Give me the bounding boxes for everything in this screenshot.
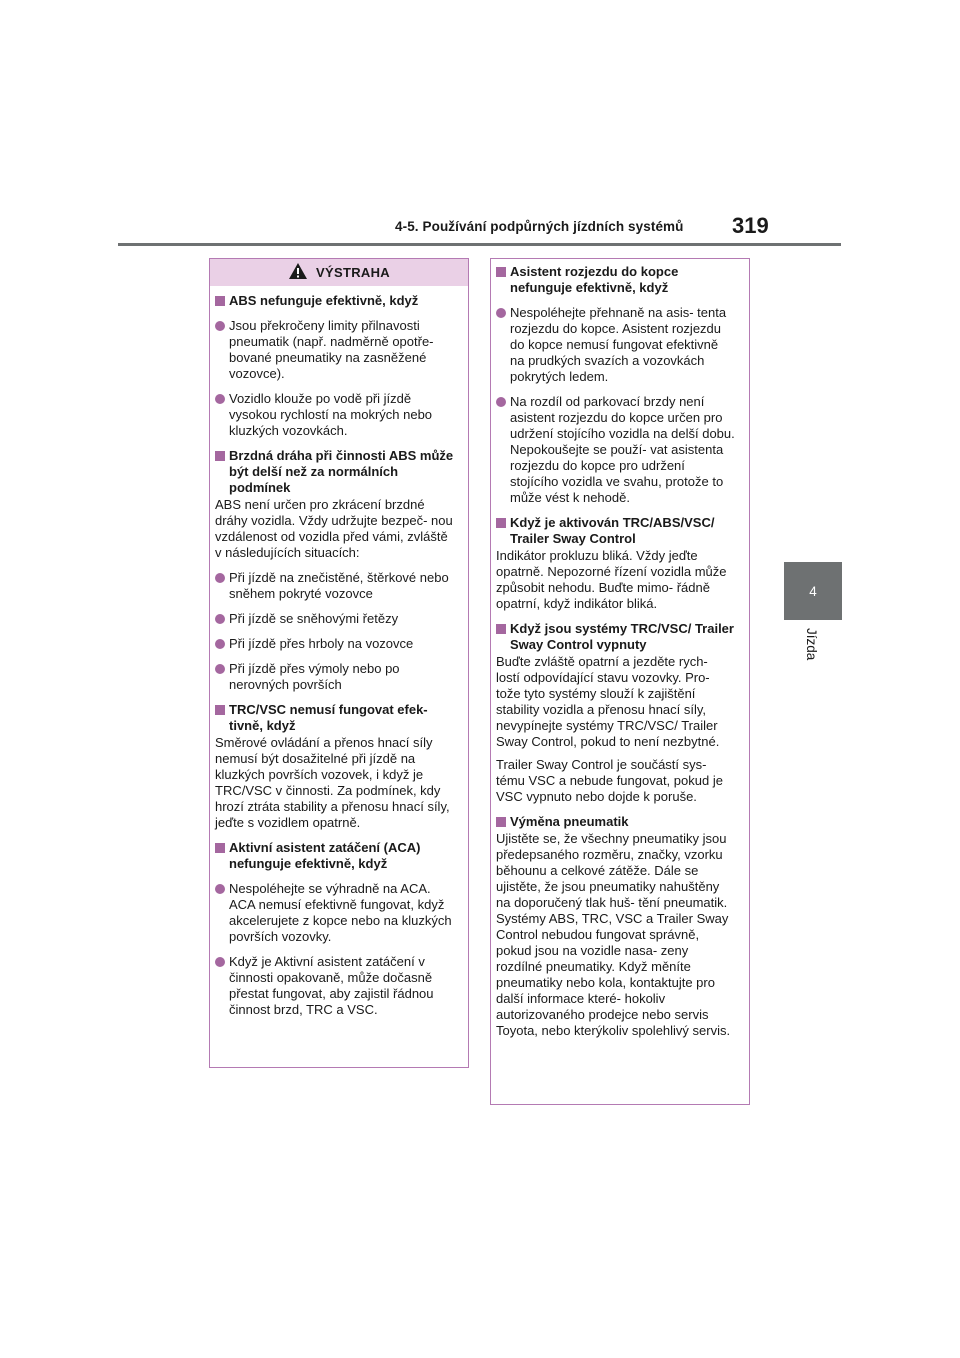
- circle-bullet-icon: [215, 664, 225, 674]
- section-heading-text: TRC/VSC nemusí fungovat efek- tivně, když: [229, 702, 428, 733]
- bullet-text: Vozidlo klouže po vodě při jízdě vysokou rychlostí na mokrých nebo kluzkých vozovkách.: [229, 391, 433, 438]
- section-heading-text: Aktivní asistent zatáčení (ACA) nefunguje efektivně, když: [229, 840, 421, 871]
- square-bullet-icon: [496, 624, 506, 634]
- bullet-text: Jsou překročeny limity přilnavosti pneumatik (např. nadměrně opotře- bované pneumatiky na zasněžené vozovce).: [229, 318, 434, 381]
- warning-label: VÝSTRAHA: [316, 265, 390, 280]
- bullet-item: [496, 394, 735, 506]
- circle-bullet-icon: [215, 394, 225, 404]
- bullet-text: Na rozdíl od parkovací brzdy není asistent rozjezdu do kopce určen pro udržení stojícího vozidla na delší dobu. Nepokoušejte se použí- vat asistenta rozjezdu do kopce pro udržení stojícího vozidla ve svahu, protože to může vést k nehodě.: [510, 394, 735, 505]
- section-heading: [215, 293, 454, 309]
- paragraph: Směrové ovládání a přenos hnací síly nemusí být dosažitelné při jízdě na kluzkých površích vozovek, i když je TRC/VSC v činnosti. Za podmínek, kdy hrozí ztráta stability a přenosu hnací síly, jeďte s vozidlem opatrně.: [215, 735, 450, 830]
- bullet-item: [496, 305, 735, 385]
- chapter-tab[interactable]: [784, 562, 842, 620]
- paragraph: Trailer Sway Control je součástí sys- tému VSC a nebude fungovat, pokud je VSC vypnuto nebo dojde k poruše.: [496, 757, 723, 804]
- bullet-item: [215, 636, 454, 652]
- circle-bullet-icon: [496, 397, 506, 407]
- section-heading: [215, 448, 454, 496]
- section-heading-text: Výměna pneumatik: [510, 814, 629, 829]
- section-heading-text: Když je aktivován TRC/ABS/VSC/ Trailer Sway Control: [510, 515, 715, 546]
- square-bullet-icon: [215, 705, 225, 715]
- bullet-item: [215, 611, 454, 627]
- circle-bullet-icon: [215, 639, 225, 649]
- square-bullet-icon: [496, 267, 506, 277]
- bullet-item: [215, 881, 454, 945]
- paragraph: ABS není určen pro zkrácení brzdné dráhy vozidla. Vždy udržujte bezpeč- nou vzdálenost od vozidla před vámi, zvláště v následujících situacích:: [215, 497, 453, 560]
- bullet-item: [215, 318, 454, 382]
- bullet-text: Při jízdě přes výmoly nebo po nerovných površích: [229, 661, 400, 692]
- section-heading: [496, 264, 735, 296]
- paragraph: Indikátor prokluzu bliká. Vždy jeďte opatrně. Nepozorné řízení vozidla může způsobit nehodu. Buďte mimo- řádně opatrní, když indikátor bliká.: [496, 548, 727, 611]
- chapter-label: Jízda: [804, 628, 819, 661]
- chapter-number: 4: [809, 583, 817, 599]
- bullet-text: Nespoléhejte přehnaně na asis- tenta rozjezdu do kopce. Asistent rozjezdu do kopce nemusí fungovat efektivně na prudkých svazích a vozovkách pokrytých ledem.: [510, 305, 727, 384]
- info-box: [490, 258, 750, 1105]
- section-heading: [496, 621, 735, 653]
- circle-bullet-icon: [215, 884, 225, 894]
- circle-bullet-icon: [496, 308, 506, 318]
- circle-bullet-icon: [215, 957, 225, 967]
- section-heading: [215, 702, 454, 734]
- bullet-text: Když je Aktivní asistent zatáčení v činnosti opakovaně, může dočasně přestat fungovat, aby zajistil řádnou činnost brzd, TRC a VSC.: [229, 954, 434, 1017]
- square-bullet-icon: [496, 817, 506, 827]
- bullet-item: [215, 570, 454, 602]
- bullet-item: [215, 661, 454, 693]
- square-bullet-icon: [496, 518, 506, 528]
- warning-content: [215, 293, 454, 1018]
- warning-triangle-icon: [288, 262, 308, 283]
- section-heading-text: Brzdná dráha při činnosti ABS může být delší než za normálních podmínek: [229, 448, 454, 495]
- section-heading: [215, 840, 454, 872]
- bullet-text: Při jízdě přes hrboly na vozovce: [229, 636, 414, 651]
- section-heading-text: Když jsou systémy TRC/VSC/ Trailer Sway Control vypnuty: [510, 621, 734, 652]
- header-rule: [118, 243, 841, 246]
- info-content: [496, 264, 735, 1039]
- section-heading-text: Asistent rozjezdu do kopce nefunguje efektivně, když: [510, 264, 679, 295]
- bullet-text: Nespoléhejte se výhradně na ACA. ACA nemusí efektivně fungovat, když akcelerujete z kopce nebo na kluzkých površích vozovky.: [229, 881, 452, 944]
- square-bullet-icon: [215, 296, 225, 306]
- section-title: 4-5. Používání podpůrných jízdních systémů: [395, 219, 684, 234]
- circle-bullet-icon: [215, 573, 225, 583]
- bullet-text: Při jízdě na znečistěné, štěrkové nebo sněhem pokryté vozovce: [229, 570, 449, 601]
- page-number: 319: [732, 213, 769, 238]
- circle-bullet-icon: [215, 321, 225, 331]
- bullet-text: Při jízdě se sněhovými řetězy: [229, 611, 399, 626]
- bullet-item: [215, 954, 454, 1018]
- square-bullet-icon: [215, 843, 225, 853]
- warning-box: [209, 258, 469, 1068]
- circle-bullet-icon: [215, 614, 225, 624]
- section-heading: [496, 515, 735, 547]
- square-bullet-icon: [215, 451, 225, 461]
- bullet-item: [215, 391, 454, 439]
- paragraph: Ujistěte se, že všechny pneumatiky jsou předepsaného rozměru, značky, vzorku běhounu a celkové zátěže. Dále se ujistěte, že jsou pneumatiky nahuštěny na doporučený tlak huš- tění pneumatik. Systémy ABS, TRC, VSC a Trailer Sway Control nebudou fungovat správně, pokud jsou na vozidle nasa- zeny rozdílné pneumatiky. Když měníte pneumatiky nebo kola, kontaktujte pro další informace které- hokoliv autorizovaného prodejce nebo servis Toyota, nebo kterýkoliv spolehlivý servis.: [496, 831, 731, 1038]
- paragraph: Buďte zvláště opatrní a jezděte rych- lostí odpovídající stavu vozovky. Pro- tože tyto systémy slouží k zajištění stability vozidla a přenosu hnací síly, nevypínejte systémy TRC/VSC/ Trailer Sway Control, pokud to není nezbytné.: [496, 654, 720, 749]
- section-heading-text: ABS nefunguje efektivně, když: [229, 293, 419, 308]
- warning-header: [210, 259, 468, 286]
- section-heading: [496, 814, 735, 830]
